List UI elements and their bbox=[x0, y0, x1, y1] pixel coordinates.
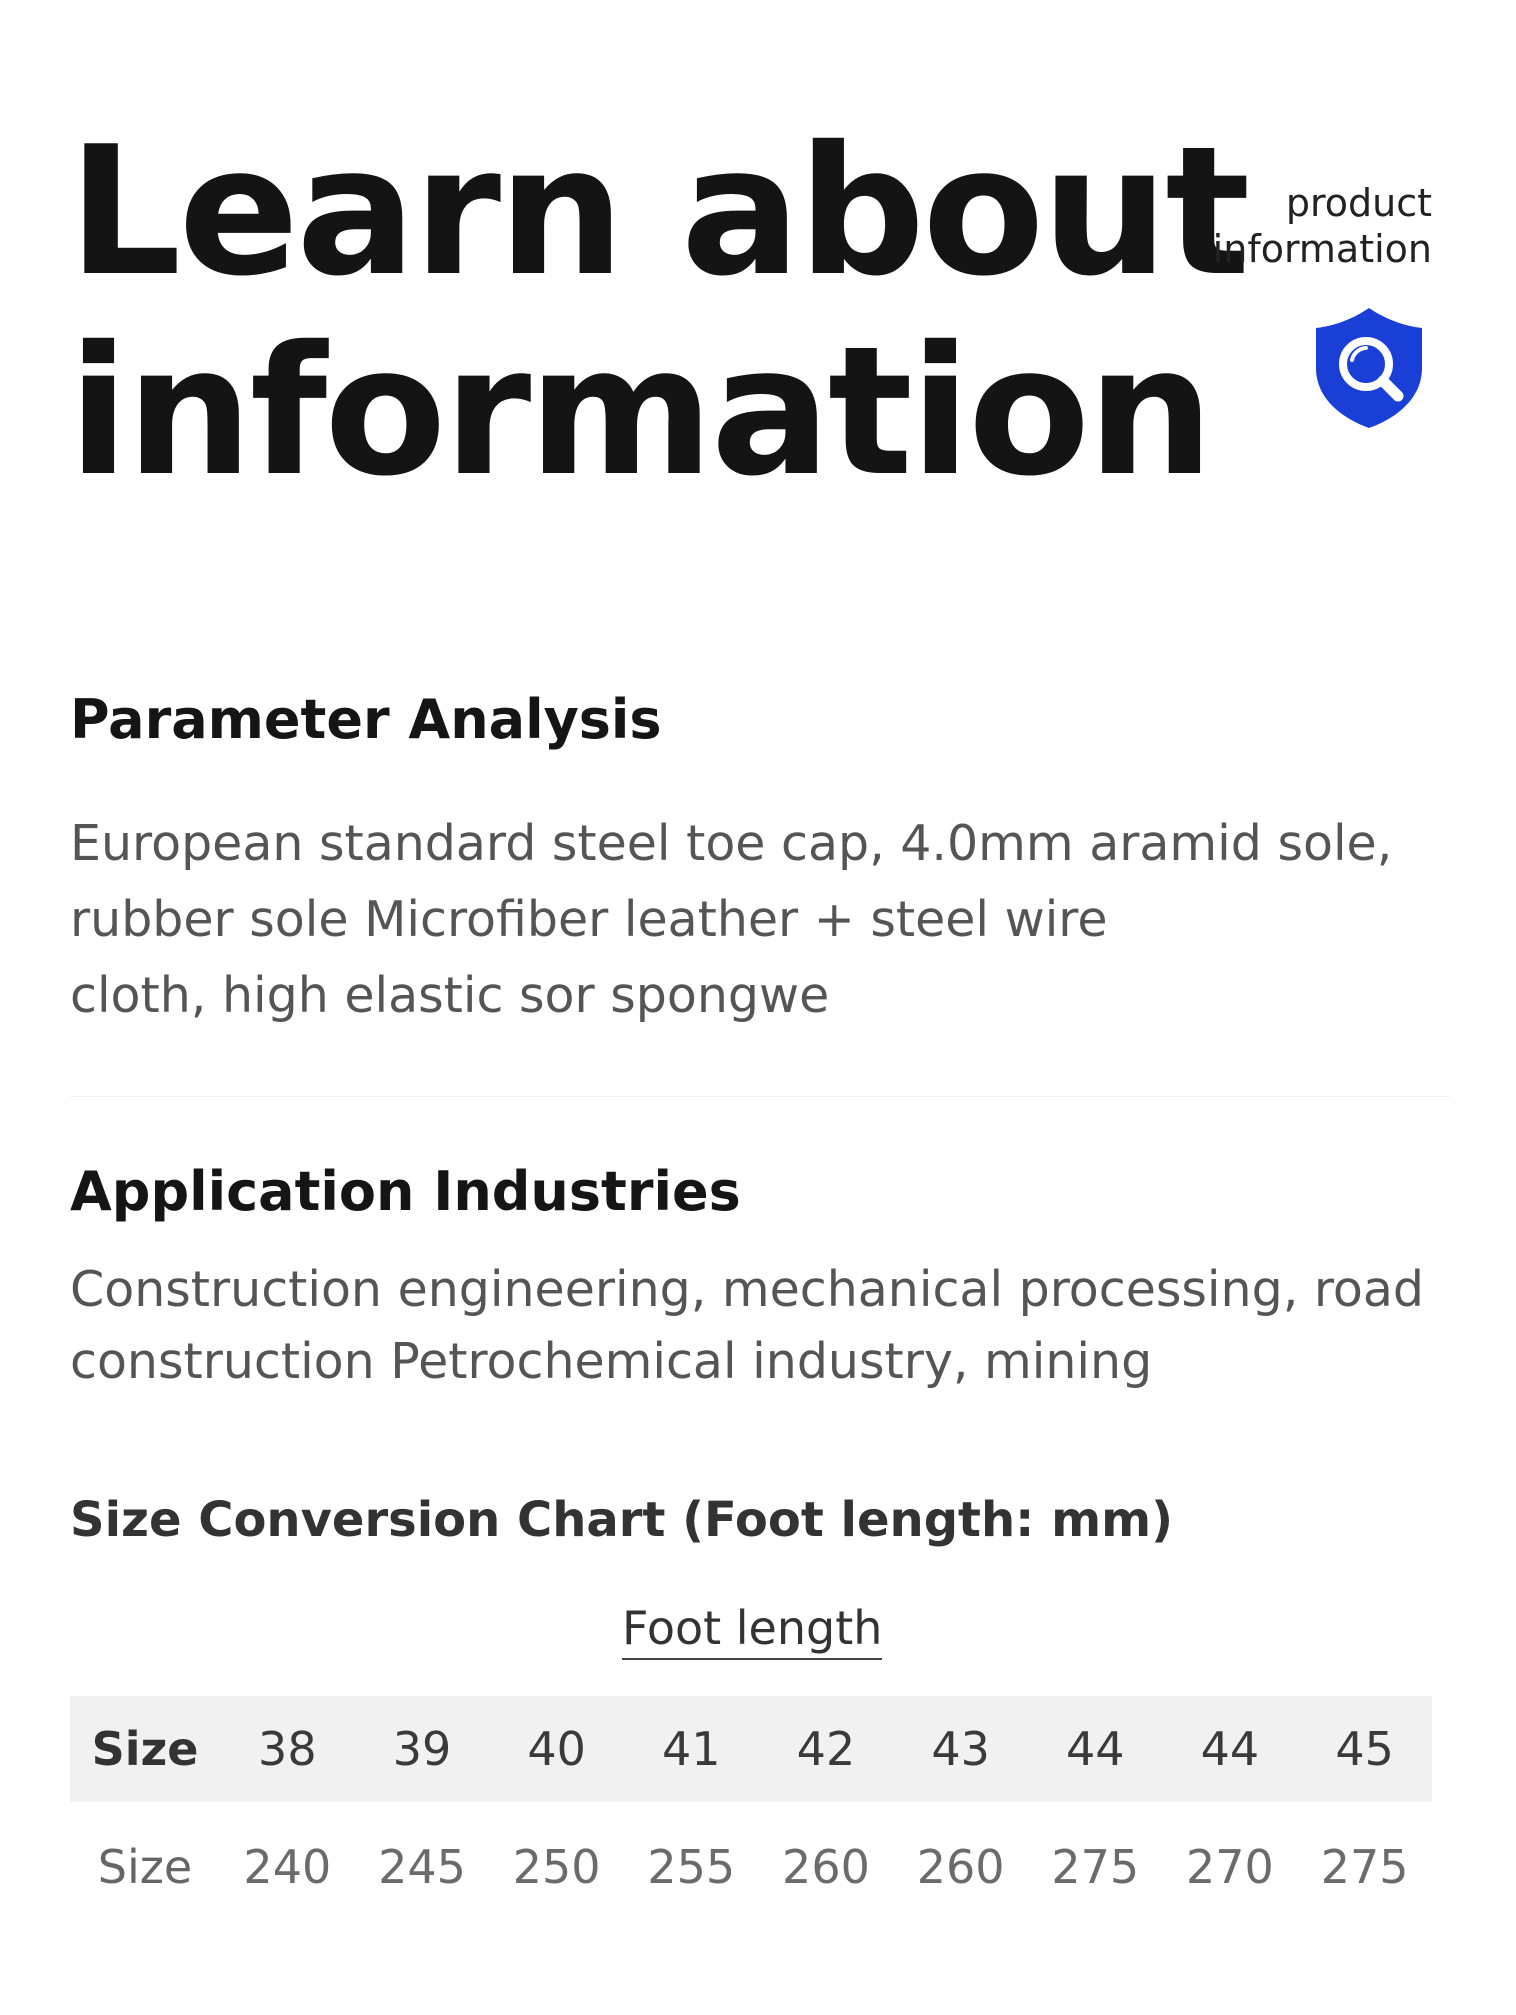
length-cell: 255 bbox=[647, 1840, 736, 1894]
section-divider bbox=[70, 1096, 1450, 1097]
size-cell: 41 bbox=[624, 1696, 759, 1802]
page-title-line-2: information bbox=[68, 308, 1211, 515]
length-cell: 245 bbox=[378, 1840, 466, 1894]
application-industries-title: Application Industries bbox=[70, 1160, 741, 1223]
length-cell: 240 bbox=[243, 1840, 332, 1894]
foot-length-caption: Foot length bbox=[622, 1600, 882, 1660]
length-cell: 275 bbox=[1051, 1840, 1140, 1894]
parameter-analysis-text bbox=[70, 806, 1392, 1034]
size-cell: 40 bbox=[489, 1696, 624, 1802]
size-cell: 45 bbox=[1297, 1696, 1432, 1802]
badge-line-1: product bbox=[1285, 181, 1432, 225]
length-cell: 275 bbox=[1320, 1840, 1409, 1894]
size-cell: 38 bbox=[220, 1696, 355, 1802]
page-title-line-1: Learn about bbox=[68, 108, 1248, 315]
application-line-2: construction Petrochemical industry, mining bbox=[70, 1333, 1153, 1390]
size-cell: 42 bbox=[759, 1696, 894, 1802]
size-conversion-table bbox=[70, 1696, 1432, 1932]
parameter-analysis-title: Parameter Analysis bbox=[70, 688, 662, 751]
page-title bbox=[68, 108, 1248, 515]
size-cell: 39 bbox=[355, 1696, 490, 1802]
length-cell: 260 bbox=[782, 1840, 870, 1894]
size-row bbox=[70, 1696, 1432, 1802]
length-row bbox=[70, 1802, 1432, 1932]
length-cell: 250 bbox=[512, 1840, 601, 1894]
length-cell: 270 bbox=[1186, 1840, 1274, 1894]
size-cell: 44 bbox=[1163, 1696, 1298, 1802]
parameter-line-1: European standard steel toe cap, 4.0mm aramid sole, bbox=[70, 815, 1393, 872]
length-row-label: Size bbox=[97, 1840, 193, 1894]
parameter-line-3: cloth, high elastic sor spongwe bbox=[70, 967, 830, 1024]
application-line-1: Construction engineering, mechanical processing, road bbox=[70, 1261, 1425, 1318]
application-industries-text bbox=[70, 1254, 1424, 1398]
shield-search-icon bbox=[1310, 304, 1428, 432]
parameter-line-2: rubber sole Microfiber leather + steel wire bbox=[70, 891, 1108, 948]
badge-line-2: information bbox=[1212, 227, 1432, 271]
size-cell: 43 bbox=[893, 1696, 1028, 1802]
size-row-label: Size bbox=[70, 1696, 220, 1802]
size-chart-title: Size Conversion Chart (Foot length: mm) bbox=[70, 1492, 1174, 1548]
length-cell: 260 bbox=[916, 1840, 1005, 1894]
product-information-badge bbox=[1213, 180, 1432, 272]
size-cell: 44 bbox=[1028, 1696, 1163, 1802]
